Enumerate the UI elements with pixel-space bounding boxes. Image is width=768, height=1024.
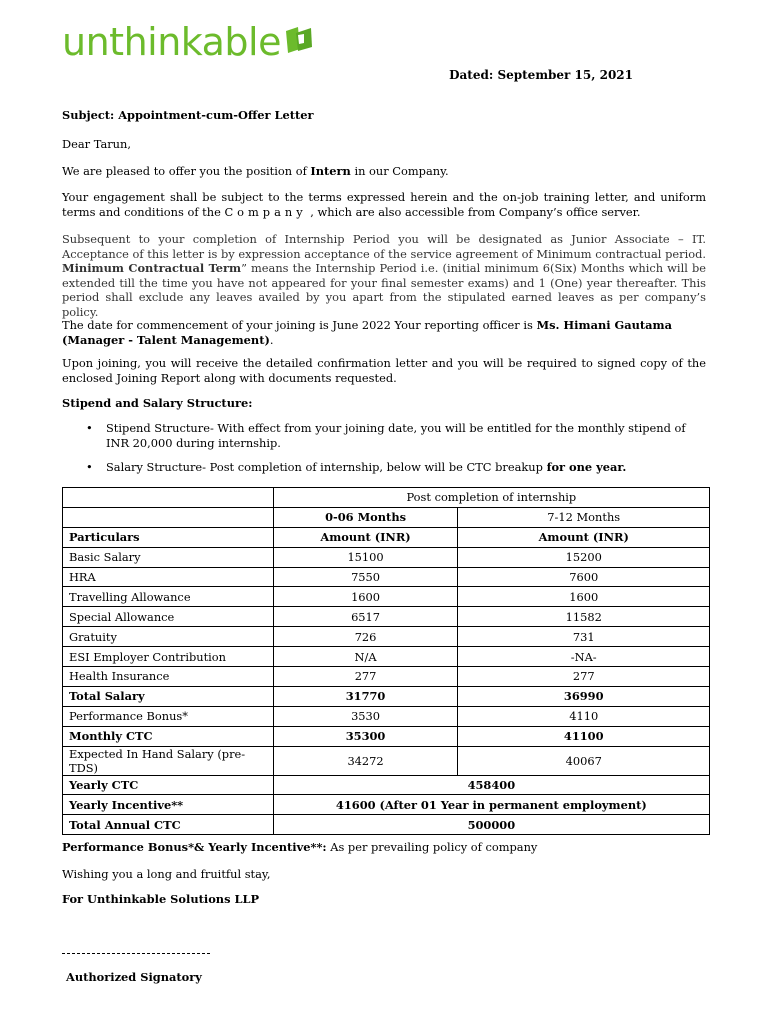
table-row-total-annual-ctc: Total Annual CTC 500000 — [63, 815, 710, 835]
offer-paragraph — [62, 164, 706, 179]
wishing-line: Wishing you a long and fruitful stay, — [62, 867, 271, 881]
letter-date: Dated: September 15, 2021 — [449, 68, 633, 82]
engagement-text-end: , which are also accessible from Company’s office server. — [306, 204, 641, 219]
bullet-salary: • Salary Structure- Post completion of internship, below will be CTC breakup for one year. — [62, 460, 706, 475]
signature-line — [62, 953, 210, 954]
salutation: Dear Tarun, — [62, 137, 131, 151]
table-row: Expected In Hand Salary (pre-TDS) 34272 40067 — [63, 746, 710, 775]
policy-note — [62, 840, 706, 855]
joining-text-end: . — [269, 332, 274, 347]
table-row: ESI Employer Contribution N/A -NA- — [63, 647, 710, 667]
for-company-line: For Unthinkable Solutions LLP — [62, 892, 260, 906]
reporting-officer: Ms. Himani Gautama (Manager - Talent Management) — [62, 318, 672, 347]
stipend-heading: Stipend and Salary Structure: — [62, 396, 253, 410]
amount-header-1: Amount (INR) — [273, 527, 458, 547]
group-header: Post completion of internship — [273, 488, 709, 508]
table-subheader-row — [63, 527, 710, 547]
table-period-row — [63, 507, 710, 527]
ctc-table — [62, 487, 710, 835]
logo-text: unthinkable — [62, 20, 281, 64]
subsequent-text: Subsequent to your completion of Internship Period you will be designated as Junior Associate – IT. Acceptance of this letter is by expression acceptance of the service agreement of Minimum contractual period. — [62, 232, 706, 261]
engagement-text: Your engagement shall be subject to the terms expressed herein and the on-job training letter, and uniform terms and conditions of the — [62, 190, 706, 219]
col-header-7-12-months: 7-12 Months — [458, 507, 710, 527]
stipend-bullet-list — [62, 421, 706, 450]
engagement-company: Company — [224, 204, 307, 219]
minimum-contractual-term: Minimum Contractual Term — [62, 261, 242, 275]
amount-header-2: Amount (INR) — [458, 527, 710, 547]
authorized-signatory: Authorized Signatory — [66, 970, 202, 984]
table-row: Travelling Allowance 1600 1600 — [63, 587, 710, 607]
table-header-row — [63, 488, 710, 508]
offer-text: We are pleased to offer you the position of — [62, 164, 311, 178]
table-row-total-salary: Total Salary 31770 36990 — [63, 686, 710, 706]
table-row: Health Insurance 277 277 — [63, 667, 710, 687]
subject-line: Subject: Appointment-cum-Offer Letter — [62, 108, 314, 122]
flag-logo-icon — [284, 25, 314, 55]
offer-position: Intern — [310, 164, 351, 178]
policy-text: As per prevailing policy of company — [326, 840, 538, 854]
col-header-0-6-months: 0-06 Months — [273, 507, 458, 527]
joining-paragraph — [62, 318, 706, 347]
policy-label: Performance Bonus*& Yearly Incentive**: — [62, 840, 327, 854]
bullet-stipend: • Stipend Structure- With effect from your joining date, you will be entitled for the monthly stipend of INR 20,000 during internship. — [62, 421, 706, 450]
table-row-yearly-ctc: Yearly CTC 458400 — [63, 775, 710, 795]
table-row-monthly-ctc: Monthly CTC 35300 41100 — [63, 726, 710, 746]
table-row-yearly-incentive: Yearly Incentive** 41600 (After 01 Year in permanent employment) — [63, 795, 710, 815]
table-row: Special Allowance 6517 11582 — [63, 607, 710, 627]
table-row: Gratuity 726 731 — [63, 627, 710, 647]
upon-joining-paragraph: Upon joining, you will receive the detailed confirmation letter and you will be required to signed copy of the enclosed Joining Report along with documents requested. — [62, 356, 706, 385]
table-row: Performance Bonus* 3530 4110 — [63, 706, 710, 726]
company-logo — [62, 22, 314, 62]
subsequent-text-end: ” means the Internship Period i.e. (initial minimum 6(Six) Months which will be extended till the time you have not appeared for your final semester exams) and 1 (One) year thereafter. This period shall exclude any leaves availed by you apart from the stipulated earned leaves as per company’s policy. — [62, 261, 706, 319]
engagement-paragraph — [62, 190, 706, 219]
joining-text: The date for commencement of your joining is June 2022 Your reporting officer is — [62, 318, 537, 332]
table-row: HRA 7550 7600 — [63, 567, 710, 587]
subsequent-paragraph — [62, 232, 706, 319]
offer-text-end: in our Company. — [350, 164, 449, 178]
salary-bullet-list — [62, 460, 706, 475]
table-row: Basic Salary 15100 15200 — [63, 547, 710, 567]
particulars-header: Particulars — [63, 527, 274, 547]
